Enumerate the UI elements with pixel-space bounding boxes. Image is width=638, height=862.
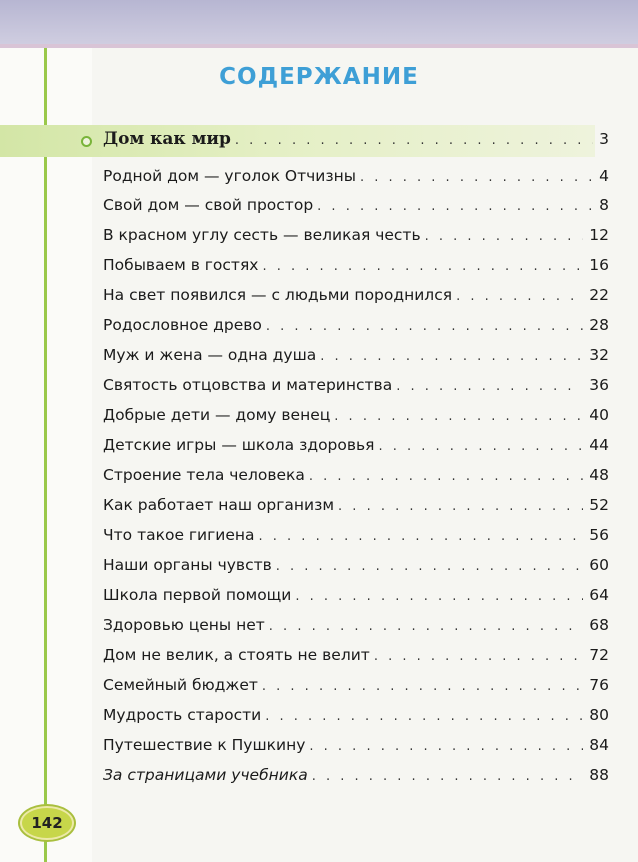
toc-chapter-row[interactable] [103,129,609,155]
toc-entry-page: 84 [589,736,609,754]
toc-entry-page: 44 [589,436,609,454]
toc-entry[interactable] [103,256,609,282]
toc-entry-title: Наши органы чувств [103,556,272,574]
toc-entry[interactable] [103,676,609,702]
toc-entry-page: 60 [589,556,609,574]
toc-entry-title: Мудрость старости [103,706,262,724]
toc-leader [317,199,593,214]
toc-entry-page: 80 [589,706,609,724]
toc-leader [312,769,584,784]
toc-entry[interactable] [103,496,609,522]
toc-entry-title: Свой дом — свой простор [103,196,314,214]
toc-entry-title: Как работает наш организм [103,496,335,514]
toc-entry-page: 52 [589,496,609,514]
toc-entry[interactable] [103,616,609,642]
toc-entry[interactable] [103,526,609,552]
toc-entry-page: 32 [589,346,609,364]
toc-leader [265,709,583,724]
toc-entry-title: Семейный бюджет [103,676,258,694]
toc-entry-page: 36 [589,376,609,394]
toc-chapter-page: 3 [599,130,609,148]
toc-entry-title: Дом не велик, а стоять не велит [103,646,370,664]
margin-rule [44,48,47,862]
page-title: СОДЕРЖАНИЕ [219,64,419,90]
toc-entry-page: 22 [589,286,609,304]
toc-entry-title: Побываем в гостях [103,256,259,274]
toc-chapter-title: Дом как мир [103,129,231,149]
toc-entry[interactable] [103,196,609,222]
toc-entry-page: 48 [589,466,609,484]
toc-leader [338,499,583,514]
toc-leader [259,529,584,544]
toc-entry-page: 40 [589,406,609,424]
toc-entry-title: На свет появился — с людьми породнился [103,286,453,304]
toc-entry-page: 28 [589,316,609,334]
top-band [0,0,638,44]
toc-entry-page: 8 [599,196,609,214]
toc-entry[interactable] [103,286,609,312]
toc-leader [269,619,583,634]
toc-leader [374,649,583,664]
toc-entry[interactable] [103,167,609,193]
toc-entry[interactable] [103,346,609,372]
toc-leader [295,589,583,604]
toc-entry[interactable] [103,406,609,432]
toc-entry-title: Родословное древо [103,316,262,334]
toc-entry[interactable] [103,706,609,732]
toc-entry[interactable] [103,376,609,402]
toc-entry-title: Муж и жена — одна душа [103,346,317,364]
toc-entry-title: Детские игры — школа здоровья [103,436,375,454]
toc-leader [266,319,583,334]
page-number-badge: 142 [20,806,74,840]
toc-entry[interactable] [103,226,609,252]
toc-entry[interactable] [103,586,609,612]
toc-entry[interactable] [103,436,609,462]
toc-entry-title: Школа первой помощи [103,586,292,604]
toc-entry-title: Здоровью цены нет [103,616,265,634]
toc-leader [320,349,583,364]
toc-entry-page: 72 [589,646,609,664]
toc-entry-title: Добрые дети — дому венец [103,406,331,424]
toc-entry[interactable] [103,316,609,342]
toc-entry-page: 68 [589,616,609,634]
toc-entry-page: 4 [599,167,609,185]
toc-entry-title: Строение тела человека [103,466,305,484]
toc-leader [309,739,583,754]
toc-entry-page: 56 [589,526,609,544]
toc-leader [309,469,583,484]
toc-entry-title: Святость отцовства и материнства [103,376,393,394]
toc-entry-title: За страницами учебника [103,766,308,784]
toc-entry[interactable] [103,646,609,672]
chapter-bullet-icon [81,136,92,147]
toc-entry-page: 88 [589,766,609,784]
toc-entry[interactable] [103,466,609,492]
toc-entry[interactable] [103,556,609,582]
toc-entry-page: 64 [589,586,609,604]
toc-leader [262,259,583,274]
toc-entry-title: Родной дом — уголок Отчизны [103,167,356,185]
toc-entry-page: 12 [589,226,609,244]
top-band-stripe [0,44,638,48]
toc-entry[interactable] [103,736,609,762]
toc-entry-title: В красном углу сесть — великая честь [103,226,421,244]
toc-leader [262,679,583,694]
toc-leader [235,133,593,148]
toc-entry[interactable] [103,766,609,792]
toc-leader [378,439,583,454]
toc-leader [425,229,584,244]
toc-entry-page: 76 [589,676,609,694]
toc-entry-title: Что такое гигиена [103,526,255,544]
toc-leader [276,559,584,574]
toc-leader [456,289,583,304]
toc-entry-title: Путешествие к Пушкину [103,736,306,754]
toc-leader [334,409,583,424]
toc-entry-page: 16 [589,256,609,274]
toc-leader [396,379,583,394]
toc-leader [360,170,593,185]
